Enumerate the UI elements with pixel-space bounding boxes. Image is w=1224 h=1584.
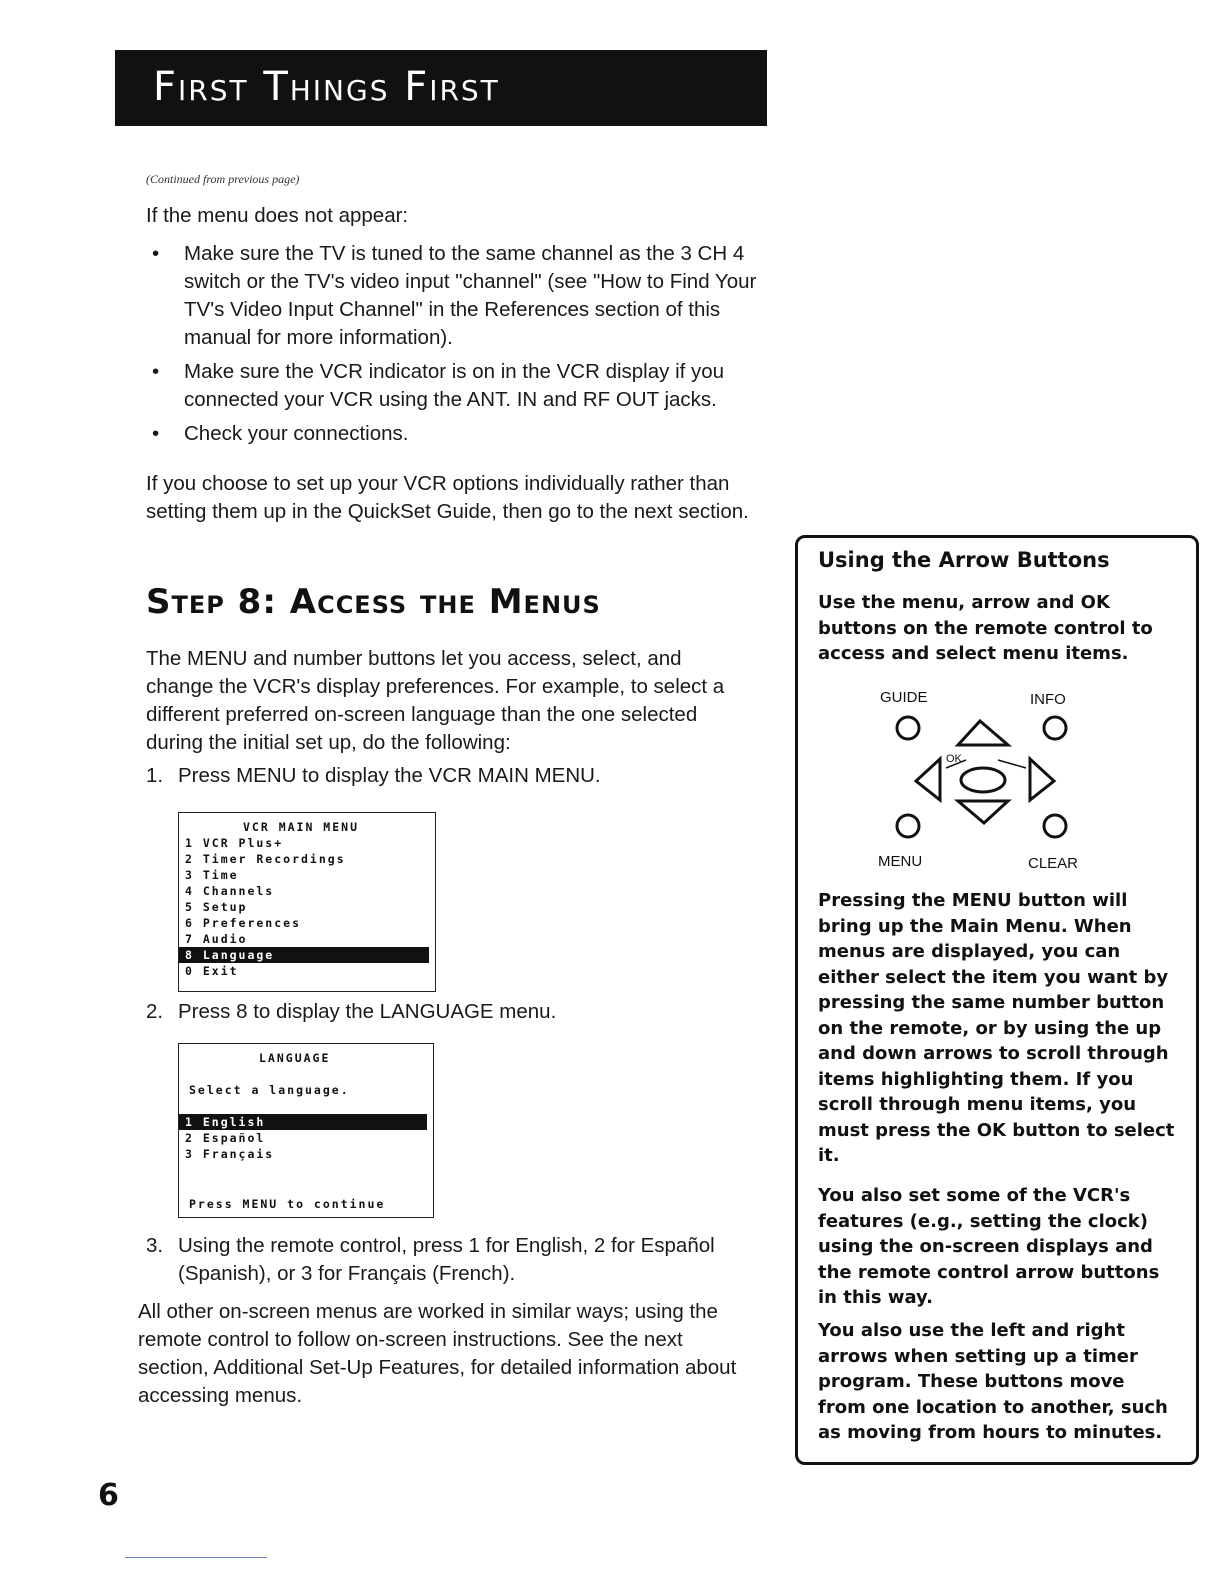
list-item: • Make sure the TV is tuned to the same channel as the 3 CH 4 switch or the TV's video input "channel" (see "How to Find Your TV's Video Input Channel" in the References section of this manual for more information).	[146, 240, 761, 352]
step-text: Using the remote control, press 1 for English, 2 for Español (Spanish), or 3 for Français (French).	[178, 1234, 715, 1285]
menu-item: 1 VCR Plus+	[185, 836, 284, 850]
section-title: First Things First	[153, 64, 500, 110]
step-1	[146, 762, 756, 790]
paragraph: If you choose to set up your VCR options individually rather than setting them up in the QuickSet Guide, then go to the next section.	[146, 472, 749, 523]
menu-label: MENU	[878, 853, 923, 870]
paragraph: All other on-screen menus are worked in similar ways; using the remote control to follow on-screen instructions. See the next section, Additional Set-Up Features, for detailed information about accessing menus.	[138, 1300, 737, 1407]
lead-text: If the menu does not appear:	[146, 204, 409, 227]
paragraph: The MENU and number buttons let you access, select, and change the VCR's display preferences. For example, to select a different preferred on-screen language than the one selected during the initial set up, do the following:	[146, 647, 725, 754]
step-3	[146, 1232, 756, 1288]
menu-title: LANGUAGE	[259, 1051, 331, 1065]
menu-item: 6 Preferences	[185, 916, 302, 930]
clear-button-icon	[1044, 815, 1066, 837]
ok-label: OK	[946, 753, 962, 765]
step-text: Press 8 to display the LANGUAGE menu.	[178, 1000, 557, 1023]
up-arrow-icon	[958, 721, 1008, 745]
sidebar-intro: Use the menu, arrow and OK buttons on the remote control to access and select menu items.	[818, 592, 1153, 664]
language-menu-screen	[178, 1043, 434, 1218]
menu-item: 0 Exit	[185, 964, 239, 978]
info-label: INFO	[1030, 691, 1066, 708]
menu-item: 2 Español	[185, 1131, 266, 1145]
step-number: 1.	[146, 764, 164, 787]
down-arrow-icon	[958, 801, 1008, 823]
remote-diagram	[858, 683, 1138, 883]
sidebar-paragraph: Pressing the MENU button will bring up the Main Menu. When menus are displayed, you can either select the item you want by pressing the same number button on the remote, or by using the up and down arrows to scroll through items highlighting them. If you scroll through menu items, you must press the OK button to select it.	[818, 890, 1175, 1166]
guide-button-icon	[897, 717, 919, 739]
menu-item: 3 Français	[185, 1147, 275, 1161]
menu-item: 5 Setup	[185, 900, 248, 914]
guide-label: GUIDE	[880, 689, 928, 706]
list-item: • Make sure the VCR indicator is on in the VCR display if you connected your VCR using the ANT. IN and RF OUT jacks.	[146, 358, 761, 414]
continued-note: (Continued from previous page)	[146, 172, 300, 186]
footer-divider	[125, 1557, 267, 1558]
menu-footer: Press MENU to continue	[189, 1197, 386, 1211]
step-text: Press MENU to display the VCR MAIN MENU.	[178, 764, 601, 787]
sidebar-paragraph: You also set some of the VCR's features (e.g., setting the clock) using the on-screen displays and the remote control arrow buttons in this way.	[818, 1185, 1160, 1308]
step-heading: Step 8: Access the Menus	[146, 582, 601, 622]
menu-item-highlighted: 8 Language	[179, 947, 429, 963]
right-arrow-icon	[1030, 759, 1054, 800]
menu-item-highlighted: 1 English	[179, 1114, 427, 1130]
sidebar-title: Using the Arrow Buttons	[818, 548, 1110, 572]
clear-label: CLEAR	[1028, 855, 1079, 872]
page-number: 6	[98, 1478, 119, 1513]
vcr-main-menu-screen	[178, 812, 436, 992]
menu-prompt: Select a language.	[189, 1083, 350, 1097]
menu-item: 3 Time	[185, 868, 239, 882]
menu-item: 4 Channels	[185, 884, 275, 898]
ok-button-icon	[961, 768, 1005, 792]
step-number: 2.	[146, 1000, 164, 1023]
left-arrow-icon	[916, 759, 940, 800]
menu-button-icon	[897, 815, 919, 837]
section-header-bar	[115, 50, 767, 126]
arrow-buttons-sidebar	[795, 535, 1199, 1465]
step-number: 3.	[146, 1234, 164, 1257]
list-item: • Check your connections.	[146, 420, 761, 448]
sidebar-paragraph: You also use the left and right arrows when setting up a timer program. These buttons move from one location to another, such as moving from hours to minutes.	[818, 1320, 1168, 1443]
menu-item: 7 Audio	[185, 932, 248, 946]
troubleshoot-list	[146, 240, 761, 454]
menu-item: 2 Timer Recordings	[185, 852, 346, 866]
menu-title: VCR MAIN MENU	[243, 820, 360, 834]
info-button-icon	[1044, 717, 1066, 739]
step-2	[146, 998, 756, 1026]
